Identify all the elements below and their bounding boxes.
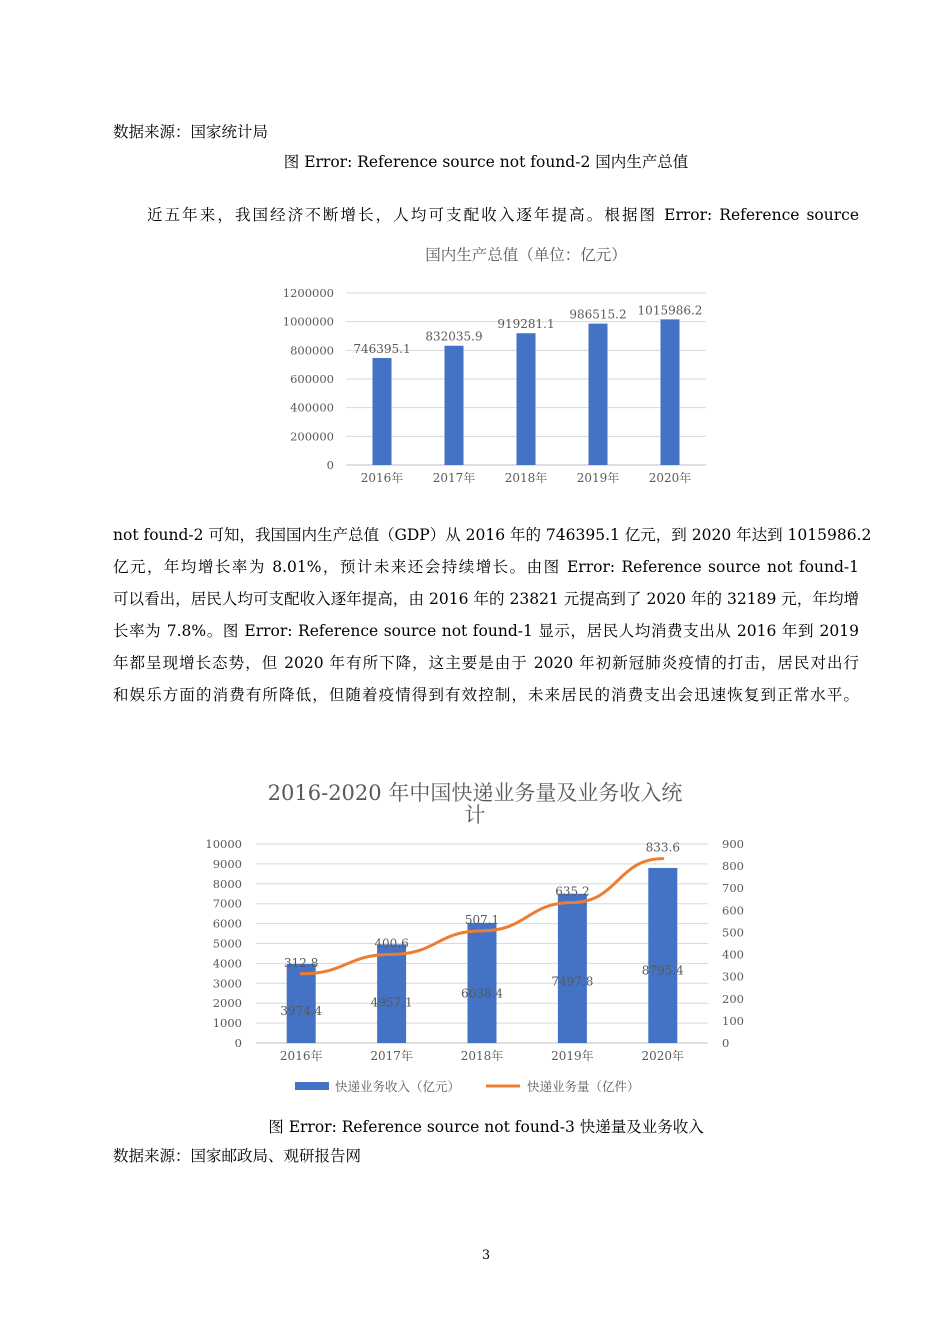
express-right-tick-label: 100 — [722, 1013, 744, 1028]
gdp-y-tick-label: 0 — [326, 458, 334, 472]
gdp-y-tick-label: 400000 — [290, 400, 334, 415]
express-revenue-label: 7497.8 — [551, 974, 594, 989]
express-revenue-label: 6038.4 — [461, 986, 503, 1001]
express-right-tick-label: 900 — [722, 837, 744, 851]
express-volume-label: 312.8 — [284, 955, 319, 970]
gdp-x-tick-label: 2020年 — [648, 471, 692, 485]
gdp-bar-chart — [260, 238, 720, 498]
express-left-tick-label: 5000 — [212, 936, 242, 951]
express-revenue-label: 3974.4 — [280, 1003, 323, 1018]
express-right-tick-label: 400 — [722, 947, 744, 962]
figure-caption-3: 图 Error: Reference source not found-3 快递量及业务收入 — [268, 1118, 704, 1136]
gdp-x-tick-label: 2017年 — [432, 471, 476, 485]
express-volume-label: 635.2 — [555, 884, 590, 899]
gdp-y-tick-label: 800000 — [290, 343, 334, 358]
express-combo-chart — [190, 770, 760, 1105]
gdp-bar — [373, 358, 392, 465]
gdp-data-label: 919281.1 — [497, 317, 555, 332]
paragraph-1-line: 近五年来，我国经济不断增长，人均可支配收入逐年提高。根据图 Error: Reference source — [147, 206, 859, 224]
express-left-tick-label: 7000 — [212, 896, 242, 911]
gdp-data-label: 832035.9 — [425, 329, 483, 344]
express-right-tick-label: 700 — [722, 881, 744, 896]
paragraph-2-line-6: 和娱乐方面的消费有所降低，但随着疫情得到有效控制，未来居民的消费支出会迅速恢复到正常水平。 — [113, 686, 859, 704]
express-revenue-bar — [377, 944, 406, 1043]
paragraph-2-line-1: not found-2 可知，我国国内生产总值（GDP）从 2016 年的 746395.1 亿元，到 2020 年达到 1015986.2 — [113, 526, 872, 544]
express-left-tick-label: 3000 — [212, 976, 242, 991]
gdp-data-label: 746395.1 — [353, 342, 411, 357]
paragraph-2-line-2: 亿元，年均增长率为 8.01%，预计未来还会持续增长。由图 Error: Reference source not found-1 — [113, 558, 859, 576]
gdp-bar — [517, 333, 536, 465]
express-left-tick-label: 9000 — [212, 856, 242, 871]
legend-volume-label: 快递业务量（亿件） — [527, 1079, 640, 1094]
gdp-bar — [445, 346, 464, 465]
gdp-y-tick-label: 1000000 — [282, 314, 334, 329]
express-left-tick-label: 8000 — [212, 876, 242, 891]
paragraph-2-line-3: 可以看出，居民人均可支配收入逐年提高，由 2016 年的 23821 元提高到了 2020 年的 32189 元，年均增 — [113, 590, 859, 608]
legend-revenue-swatch — [295, 1082, 329, 1090]
gdp-bar — [589, 324, 608, 465]
gdp-data-label: 986515.2 — [569, 307, 627, 322]
express-x-tick-label: 2016年 — [279, 1049, 323, 1063]
express-right-tick-label: 200 — [722, 991, 744, 1006]
gdp-x-tick-label: 2016年 — [360, 471, 404, 485]
express-revenue-label: 8795.4 — [641, 963, 684, 978]
express-left-tick-label: 4000 — [212, 956, 242, 971]
express-x-tick-label: 2017年 — [370, 1049, 413, 1063]
gdp-data-label: 1015986.2 — [637, 303, 703, 318]
express-revenue-bar — [468, 923, 497, 1043]
data-source-top: 数据来源：国家统计局 — [113, 123, 269, 141]
express-right-tick-label: 800 — [722, 859, 744, 874]
paragraph-2-line-5: 年都呈现增长态势，但 2020 年有所下降，这主要是由于 2020 年初新冠肺炎疫情的打击，居民对出行 — [113, 654, 859, 672]
express-chart-title-line-1: 2016-2020 年中国快递业务量及业务收入统 — [267, 781, 683, 805]
gdp-y-tick-label: 600000 — [290, 372, 334, 386]
gdp-chart-title: 国内生产总值（单位：亿元） — [425, 246, 627, 264]
express-chart-title-line-2: 计 — [464, 803, 486, 827]
express-right-tick-label: 600 — [722, 903, 744, 918]
express-x-tick-label: 2018年 — [460, 1049, 504, 1063]
express-volume-label: 833.6 — [645, 840, 680, 855]
express-revenue-bar — [558, 894, 587, 1043]
express-volume-label: 507.1 — [464, 912, 500, 927]
express-left-tick-label: 6000 — [212, 916, 242, 931]
express-revenue-bar — [648, 868, 677, 1043]
express-x-tick-label: 2019年 — [551, 1049, 594, 1063]
gdp-y-tick-label: 1200000 — [282, 286, 334, 300]
express-revenue-label: 4957.1 — [370, 995, 413, 1010]
express-volume-label: 400.6 — [374, 936, 409, 951]
express-left-tick-label: 2000 — [212, 996, 242, 1011]
paragraph-2-line-4: 长率为 7.8%。图 Error: Reference source not found-1 显示，居民人均消费支出从 2016 年到 2019 — [113, 622, 859, 640]
data-source-bottom: 数据来源：国家邮政局、观研报告网 — [113, 1147, 362, 1165]
express-x-tick-label: 2020年 — [641, 1049, 685, 1063]
express-right-tick-label: 500 — [722, 925, 744, 940]
page-number: 3 — [481, 1248, 491, 1263]
legend-revenue-label: 快递业务收入（亿元） — [335, 1079, 461, 1094]
gdp-x-tick-label: 2019年 — [576, 471, 620, 485]
express-right-tick-label: 300 — [722, 969, 744, 984]
express-left-tick-label: 0 — [234, 1036, 242, 1050]
gdp-y-tick-label: 200000 — [290, 429, 334, 444]
gdp-x-tick-label: 2018年 — [504, 471, 548, 485]
figure-caption-2: 图 Error: Reference source not found-2 国内生产总值 — [283, 153, 689, 171]
express-left-tick-label: 10000 — [205, 837, 242, 851]
express-left-tick-label: 1000 — [212, 1016, 242, 1031]
gdp-bar — [661, 319, 680, 465]
express-right-tick-label: 0 — [722, 1036, 730, 1050]
